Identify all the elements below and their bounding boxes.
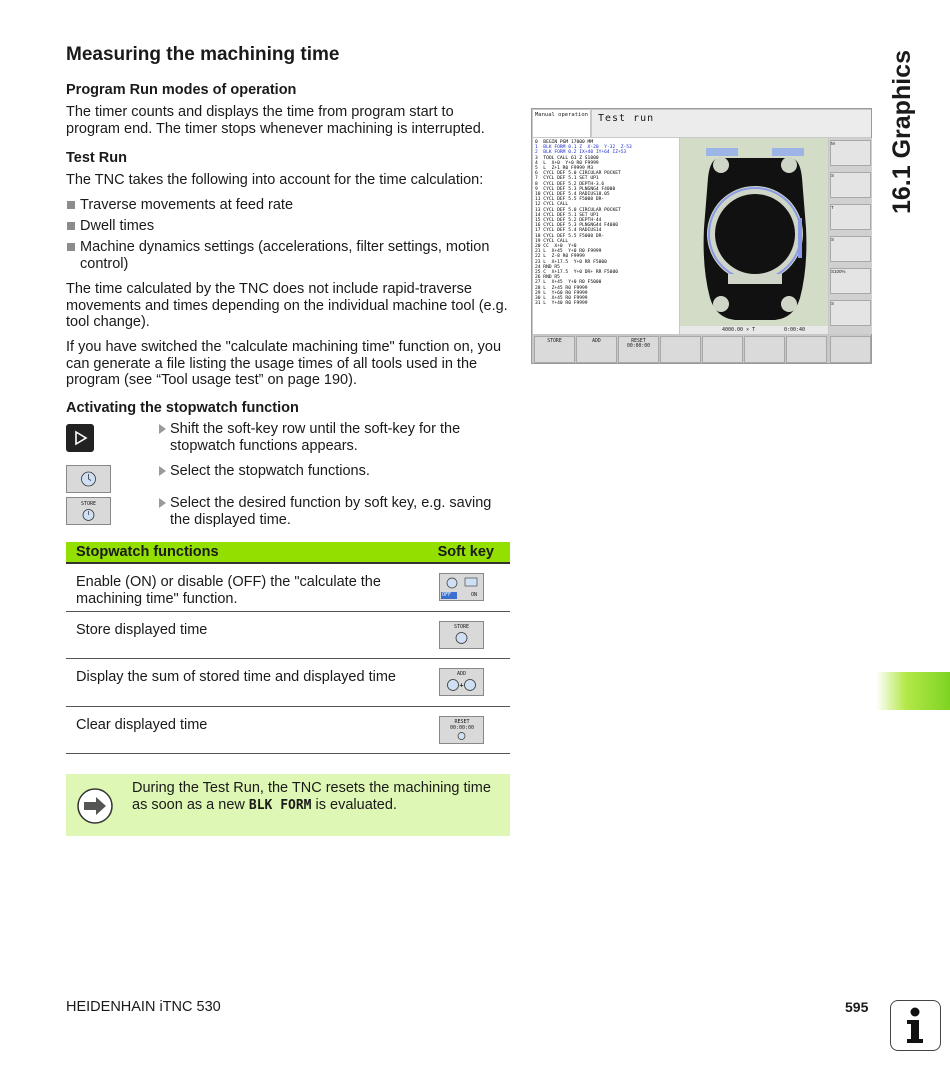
clock-icon	[440, 630, 483, 646]
program-line: 15 CYCL DEF 5.2 DEPTH-44	[535, 218, 602, 224]
program-run-heading: Program Run modes of operation	[66, 82, 297, 98]
table-header	[66, 542, 510, 564]
empty-softkey[interactable]	[660, 336, 701, 363]
program-line: 22 L Z-8 R0 F9999	[535, 254, 585, 260]
clock-icon	[67, 466, 110, 492]
vertical-softkeys	[829, 138, 872, 334]
test-run-heading: Test Run	[66, 150, 127, 166]
off-label: OFF	[442, 592, 452, 598]
program-line: 28 L Z+45 R0 F9999	[535, 285, 588, 291]
empty-softkey[interactable]	[744, 336, 785, 363]
program-line: 19 CYCL CALL	[535, 238, 569, 244]
program-line: 24 RND R5	[535, 264, 560, 270]
bullet-item: Dwell times	[66, 218, 511, 235]
stopwatch-functions-table	[66, 542, 510, 754]
column-header: Stopwatch functions	[76, 544, 219, 560]
table-row	[66, 612, 510, 660]
add-screen-softkey[interactable]: ADD	[576, 336, 617, 363]
clock-icon	[440, 731, 483, 741]
step-text: Select the stopwatch functions.	[157, 463, 511, 480]
program-line: 8 CYCL DEF 5.2 DEPTH-3.6	[535, 181, 605, 187]
program-line: 2 BLK FORM 0.2 IX+40 IY+64 IZ+53	[535, 150, 627, 156]
page-number: 595	[845, 999, 869, 1015]
bullet-item: Traverse movements at feed rate	[66, 197, 511, 214]
program-line: 27 L X+45 Y+0 R0 F5000	[535, 280, 602, 286]
test-run-para1: The time calculated by the TNC does not include rapid-traverse movements and times depending on the individual machine tool (e.g. tool change).	[66, 281, 508, 330]
program-line: 25 C X+17.5 Y+0 DR+ RR F5000	[535, 270, 618, 276]
column-header: Soft key	[437, 544, 494, 560]
program-line: 26 RND R5	[535, 275, 560, 281]
vertical-softkey[interactable]: S	[830, 300, 871, 326]
status-time: 0:00:40	[784, 327, 806, 333]
program-line: 17 CYCL DEF 5.4 RADIUS14	[535, 228, 602, 234]
program-line: 11 CYCL DEF 5.5 F5000 DR-	[535, 197, 605, 203]
screen-title: Test run	[592, 110, 871, 137]
vertical-softkey[interactable]: M	[830, 140, 871, 166]
program-line: 13 CYCL DEF 5.0 CIRCULAR POCKET	[535, 207, 621, 213]
on-off-softkey[interactable]	[439, 573, 484, 601]
table-row	[66, 564, 510, 612]
store-softkey[interactable]	[66, 497, 111, 525]
stopwatch-heading: Activating the stopwatch function	[66, 400, 299, 416]
program-line: 1 BLK FORM 0.1 Z X-20 Y-32 Z-53	[535, 145, 632, 151]
screen-status-bar	[680, 326, 828, 334]
program-line: 31 L Y+40 R0 F9999	[535, 301, 588, 307]
workpiece-graphic	[680, 138, 828, 334]
table-cell: Store displayed time	[76, 621, 208, 638]
note-box	[66, 774, 510, 836]
footer-product: HEIDENHAIN iTNC 530	[66, 999, 221, 1015]
vertical-softkey[interactable]: S100%	[830, 268, 871, 294]
program-line: 7 CYCL DEF 5.1 SET UP1	[535, 176, 599, 182]
program-line: 9 CYCL DEF 5.3 PLNGNG4 F4000	[535, 186, 616, 192]
store-softkey[interactable]: STORE	[439, 621, 484, 649]
program-line: 16 CYCL DEF 5.3 PLNGNG44 F4000	[535, 223, 618, 229]
vertical-softkey[interactable]: T	[830, 204, 871, 230]
program-line: 30 L X+45 R0 F9999	[535, 296, 588, 302]
screen-mode-label: Manual operation	[533, 110, 590, 137]
chapter-tab-marker	[876, 672, 950, 710]
program-line: 23 L X+17.5 Y+0 RR F5000	[535, 259, 607, 265]
empty-softkey[interactable]	[830, 336, 871, 363]
tnc-screenshot	[531, 108, 872, 364]
program-line: 5 L Z+1 R0 F9999 M3	[535, 166, 594, 172]
program-line: 6 CYCL DEF 5.0 CIRCULAR POCKET	[535, 171, 621, 177]
play-icon	[66, 424, 94, 452]
program-line: 3 TOOL CALL 61 Z S1000	[535, 155, 599, 161]
empty-softkey[interactable]	[786, 336, 827, 363]
program-line: 12 CYCL CALL	[535, 202, 569, 208]
test-run-intro: The TNC takes the following into account for the time calculation:	[66, 172, 484, 188]
svg-text:+: +	[459, 681, 464, 690]
reset-screen-softkey[interactable]: RESET 00:00:00	[618, 336, 659, 363]
table-row	[66, 707, 510, 755]
table-row	[66, 659, 510, 707]
program-line: 29 L Y+60 R0 F9999	[535, 290, 588, 296]
clock-add-icon	[440, 677, 483, 693]
program-line: 18 CYCL DEF 5.5 F5000 DR-	[535, 233, 605, 239]
program-listing	[533, 138, 679, 334]
program-line: 10 CYCL DEF 5.4 RADIUS18.05	[535, 192, 610, 198]
vertical-softkey[interactable]: S	[830, 172, 871, 198]
test-run-para2: If you have switched the "calculate machining time" function on, you can generate a file listing the usage times of all tools used in the program (see “Tool usage test” on page 190).	[66, 339, 502, 388]
on-label: ON	[471, 592, 478, 598]
table-cell: Enable (ON) or disable (OFF) the "calculate the machining time" function.	[76, 574, 381, 607]
note-text: During the Test Run, the TNC resets the machining time as soon as a new BLK FORM is evaluated.	[132, 780, 491, 813]
program-line: 21 L X+45 Y+0 R0 F9999	[535, 249, 602, 255]
next-softkey-row-key[interactable]	[66, 424, 94, 452]
store-softkey-label: STORE	[80, 501, 97, 507]
program-line: 0 BEGIN PGM 17000 MM	[535, 140, 594, 145]
vertical-softkey[interactable]: S	[830, 236, 871, 262]
status-feed: 4000.00 × T	[722, 327, 756, 333]
program-line: 14 CYCL DEF 5.1 SET UP1	[535, 212, 599, 218]
program-run-text: The timer counts and displays the time from program start to program end. The timer stops whenever machining is interrupted.	[66, 104, 485, 137]
empty-softkey[interactable]	[702, 336, 743, 363]
program-line: 4 L X+0 Y+0 R0 F9999	[535, 160, 599, 166]
store-screen-softkey[interactable]: STORE	[534, 336, 575, 363]
bullet-item: Machine dynamics settings (accelerations, filter settings, motion control)	[66, 239, 511, 272]
add-softkey[interactable]: ADD +	[439, 668, 484, 696]
reset-softkey[interactable]: RESET 00:00:00	[439, 716, 484, 744]
horizontal-softkeys	[533, 336, 871, 363]
info-icon	[890, 1000, 941, 1051]
program-line: 20 CC X+0 Y+0	[535, 244, 577, 250]
step-text: Select the desired function by soft key, e.g. saving the displayed time.	[157, 495, 511, 528]
table-cell: Clear displayed time	[76, 716, 208, 733]
stopwatch-softkey[interactable]	[66, 465, 111, 493]
page-title: Measuring the machining time	[66, 44, 340, 65]
clock-icon	[67, 507, 110, 523]
step-text: Shift the soft-key row until the soft-key for the stopwatch functions appears.	[157, 421, 511, 454]
chapter-header: 16.1 Graphics	[888, 50, 916, 214]
arrow-right-circle-icon	[76, 787, 114, 825]
table-cell: Display the sum of stored time and displayed time	[76, 669, 396, 685]
